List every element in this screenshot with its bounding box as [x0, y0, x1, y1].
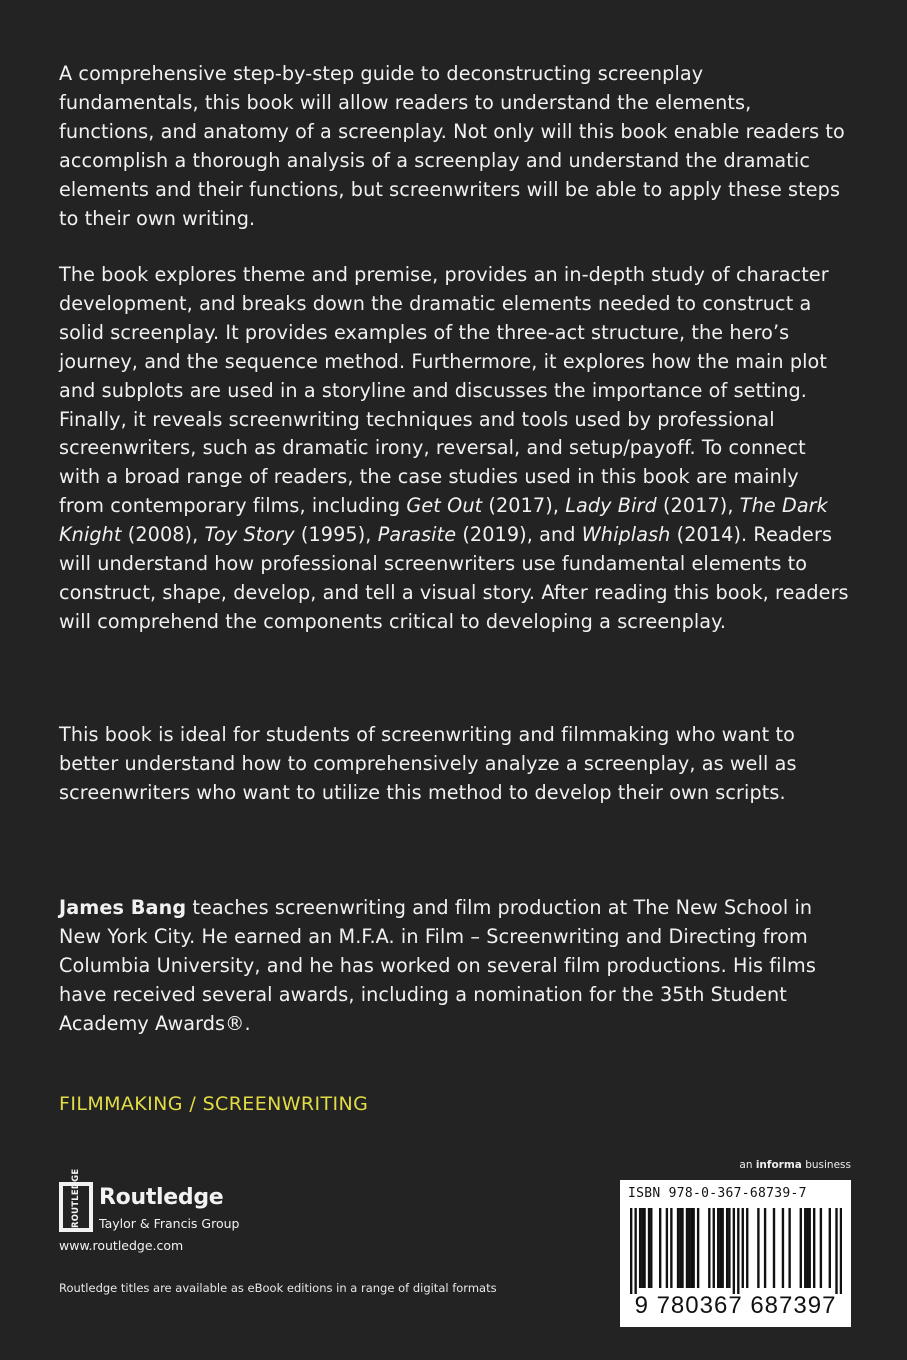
barcode-bar: [829, 1208, 831, 1288]
barcode-bar: [733, 1208, 735, 1294]
barcode-bar: [782, 1208, 784, 1288]
barcode-bar: [728, 1208, 730, 1288]
p2-text-b: (2014). Readers will understand how professional screenwriters use fundamental elements to construct, shape, develop, and tell a visual story. After reading this book, readers will comprehend the components critical to developing a screenplay.: [59, 523, 849, 633]
barcode-bar: [719, 1208, 721, 1288]
barcode-bar: [746, 1208, 748, 1288]
barcode-bar: [648, 1208, 650, 1288]
barcode-bar: [742, 1208, 744, 1288]
barcode-bar: [692, 1208, 694, 1288]
routledge-logo-icon: [59, 1168, 93, 1232]
film-title-get-out: Get Out: [406, 494, 483, 518]
barcode-bar: [679, 1208, 681, 1288]
barcode-bar: [666, 1208, 668, 1288]
barcode-bar: [726, 1208, 728, 1288]
informa-prefix: an: [739, 1159, 756, 1171]
informa-suffix: business: [801, 1159, 851, 1171]
barcode-bar: [677, 1208, 679, 1288]
barcode-bar: [697, 1208, 699, 1288]
barcode-bar: [634, 1208, 636, 1294]
barcode-bar: [820, 1208, 822, 1288]
publisher-url: www.routledge.com: [59, 1238, 184, 1253]
informa-brand: informa: [755, 1159, 802, 1171]
barcode-bar: [804, 1208, 806, 1288]
barcode-bar: [708, 1208, 710, 1288]
barcode-bar: [690, 1208, 692, 1288]
film-title-whiplash: Whiplash: [581, 523, 671, 547]
barcode-bars: [630, 1208, 842, 1294]
ean-digits: 9 780367 687397: [634, 1292, 837, 1319]
barcode-bar: [643, 1208, 645, 1288]
barcode-bar: [809, 1208, 811, 1288]
logo-vertical-text: ROUTLEDGE: [71, 1168, 81, 1228]
p2-year-1: (2017),: [482, 494, 566, 518]
barcode-bar: [630, 1208, 632, 1294]
subject-category: FILMMAKING / SCREENWRITING: [59, 1093, 369, 1115]
p2-year-2: (2017),: [656, 494, 740, 518]
author-bio: [59, 894, 849, 1039]
p2-text-a: The book explores theme and premise, provides an in-depth study of character development, and breaks down the dramatic elements needed to construct a solid screenplay. It provides examples of the three-act structure, the hero’s journey, and the sequence method. Furthermore, it explores how the main plot and subplots are used in a storyline and discusses the importance of setting. Finally, it reveals screenwriting techniques and tools used by professional screenwriters, such as dramatic irony, reversal, and setup/payoff. To connect with a broad range of readers, the case studies used in this book are mainly from contemporary films, including: [59, 263, 829, 518]
barcode-bar: [764, 1208, 766, 1288]
isbn-text: ISBN 978-0-367-68739-7: [628, 1186, 807, 1201]
ebook-note: Routledge titles are available as eBook editions in a range of digital formats: [59, 1281, 497, 1295]
barcode-bar: [835, 1208, 837, 1294]
barcode-bar: [737, 1208, 739, 1294]
film-title-parasite: Parasite: [377, 523, 457, 547]
barcode-bar: [800, 1208, 802, 1288]
description-paragraph-2: [59, 261, 849, 637]
barcode-bar: [840, 1208, 842, 1294]
publisher-group: Taylor & Francis Group: [99, 1216, 240, 1231]
informa-tagline: [739, 1159, 851, 1171]
description-paragraph-3: This book is ideal for students of screenwriting and filmmaking who want to better understand how to comprehensively analyze a screenplay, as well as screenwriters who want to utilize this method to develop their own scripts.: [59, 723, 797, 804]
barcode-bar: [813, 1208, 815, 1288]
barcode-bar: [659, 1208, 661, 1288]
film-title-dark-knight: The Dark Knight: [59, 494, 828, 547]
barcode-bar: [717, 1208, 719, 1288]
author-name: James Bang: [59, 896, 187, 919]
barcode-bar: [713, 1208, 715, 1288]
barcode-bar: [681, 1208, 683, 1288]
author-bio-text: teaches screenwriting and film production at The New School in New York City. He earned an M.F.A. in Film – Screenwriting and Directing from Columbia University, and he has worked on several film productions. His films have received several awards, including a nomination for the 35th Student Academy Awards®.: [59, 896, 816, 1035]
barcode-bar: [773, 1208, 775, 1288]
barcode-bar: [721, 1208, 723, 1288]
barcode-bar: [686, 1208, 688, 1288]
film-title-toy-story: Toy Story: [204, 523, 295, 547]
description-paragraph-1: A comprehensive step-by-step guide to deconstructing screenplay fundamentals, this book will allow readers to understand the elements, functions, and anatomy of a screenplay. Not only will this book enable readers to accomplish a thorough analysis of a screenplay and understand the dramatic elements and their functions, but screenwriters will be able to apply these steps to their own writing.: [59, 62, 845, 230]
barcode-panel: [620, 1180, 851, 1327]
p2-year-4: (1995),: [294, 523, 378, 547]
barcode-bar: [639, 1208, 641, 1288]
publisher-name: Routledge: [99, 1185, 224, 1210]
p2-year-5: (2019), and: [456, 523, 582, 547]
barcode-bar: [757, 1208, 759, 1288]
barcode-bar: [650, 1208, 652, 1288]
film-title-lady-bird: Lady Bird: [565, 494, 657, 518]
barcode-bar: [670, 1208, 672, 1288]
barcode-bar: [788, 1208, 790, 1288]
p2-year-3: (2008),: [121, 523, 205, 547]
barcode-bar: [688, 1208, 690, 1288]
barcode-bar: [806, 1208, 808, 1288]
barcode-bar: [641, 1208, 643, 1288]
